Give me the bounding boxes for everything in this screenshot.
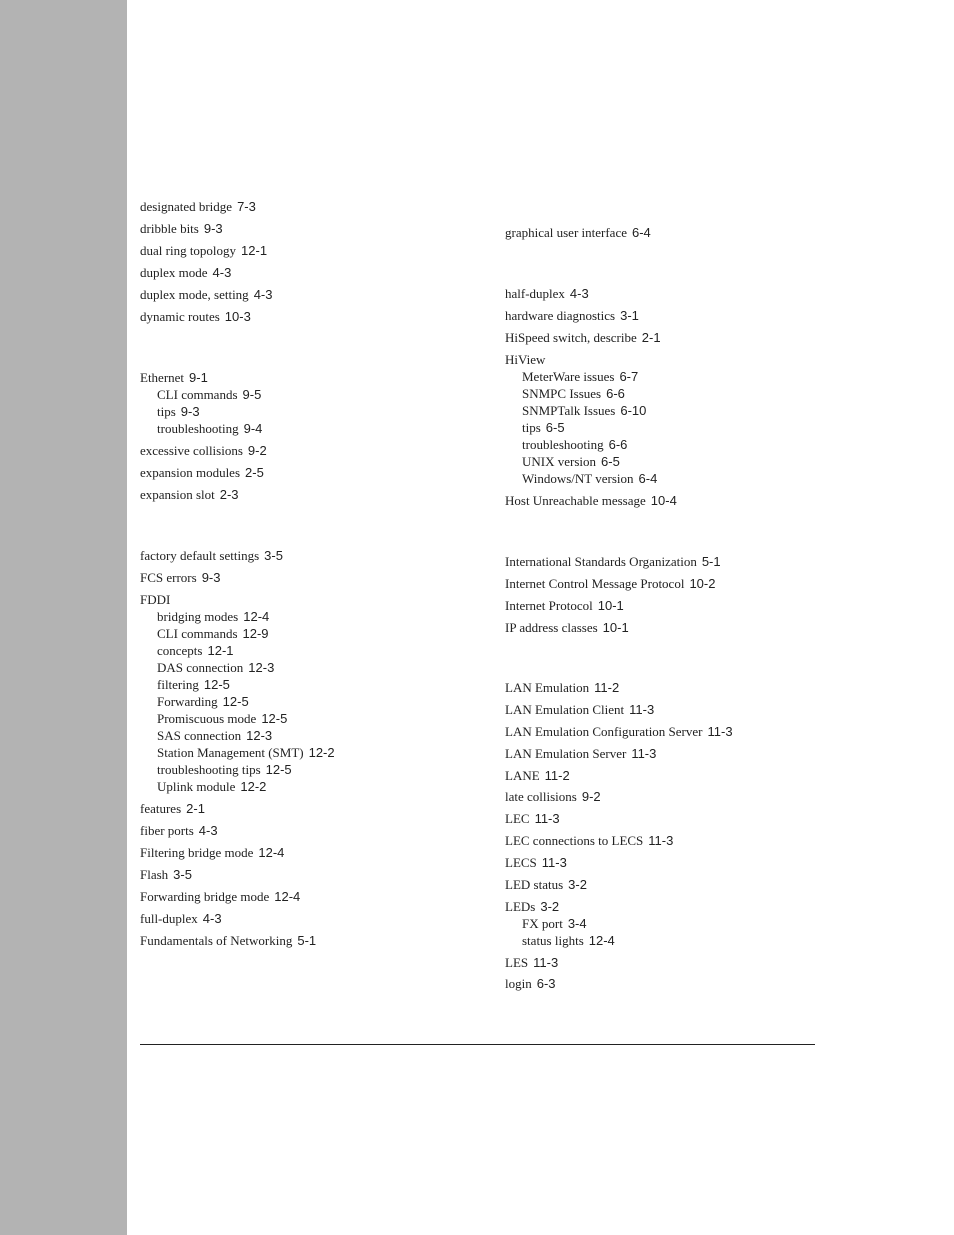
- entry-term: HiView: [505, 352, 546, 367]
- index-subentry: [505, 915, 845, 932]
- entry-page-ref: 10-2: [689, 576, 716, 591]
- entry-term: LEC: [505, 811, 530, 826]
- entry-page-ref: 6-10: [620, 403, 647, 418]
- entry-page-ref: 11-3: [631, 746, 657, 761]
- index-subentry: [505, 470, 845, 487]
- index-entry: [505, 553, 845, 570]
- index-entry: [140, 198, 480, 215]
- entry-term: LECS: [505, 855, 537, 870]
- index-subentry: [140, 744, 480, 761]
- index-subentry: [505, 385, 845, 402]
- entry-term: DAS connection: [157, 660, 244, 675]
- entry-term: expansion modules: [140, 465, 241, 480]
- page-edge-bar: [0, 0, 127, 1235]
- index-subentry: [140, 386, 480, 403]
- index-subentry: [140, 625, 480, 642]
- entry-term: status lights: [522, 933, 584, 948]
- index-entry: [140, 910, 480, 927]
- index-entry: [140, 220, 480, 237]
- entry-page-ref: 5-1: [701, 554, 721, 569]
- entry-page-ref: 6-4: [638, 471, 658, 486]
- entry-page-ref: 9-5: [242, 387, 262, 402]
- entry-page-ref: 2-5: [245, 465, 264, 480]
- index-entry: [505, 329, 845, 346]
- entry-page-ref: 4-3: [202, 911, 222, 926]
- index-entry: [140, 844, 480, 861]
- entry-term: login: [505, 976, 532, 991]
- index-entry: [505, 224, 845, 241]
- index-entry: [505, 285, 845, 302]
- index-entry: [140, 569, 480, 586]
- entry-page-ref: 10-1: [597, 598, 624, 613]
- index-entry: [505, 701, 845, 718]
- index-subentry: [140, 761, 480, 778]
- entry-page-ref: 12-9: [242, 626, 269, 641]
- entry-page-ref: 10-3: [224, 309, 251, 324]
- entry-page-ref: 9-1: [189, 370, 208, 385]
- index-subentry: [140, 420, 480, 437]
- entry-page-ref: 6-6: [606, 386, 625, 401]
- index-entry: [140, 486, 480, 503]
- entry-page-ref: 12-4: [258, 845, 285, 860]
- entry-term: LEC connections to LECS: [505, 833, 644, 848]
- entry-page-ref: 11-3: [629, 702, 655, 717]
- entry-term: troubleshooting: [522, 437, 604, 452]
- index-entry: [505, 679, 845, 696]
- entry-page-ref: 2-3: [219, 487, 239, 502]
- entry-term: FCS errors: [140, 570, 197, 585]
- entry-page-ref: 12-3: [248, 660, 275, 675]
- entry-page-ref: 2-1: [641, 330, 661, 345]
- entry-page-ref: 11-3: [648, 833, 674, 848]
- entry-page-ref: 10-1: [602, 620, 629, 635]
- entry-page-ref: 12-3: [246, 728, 273, 743]
- entry-term: LAN Emulation Server: [505, 746, 627, 761]
- index-entry: [140, 866, 480, 883]
- entry-page-ref: 3-5: [264, 548, 283, 563]
- entry-page-ref: 4-3: [212, 265, 232, 280]
- entry-term: Internet Control Message Protocol: [505, 576, 685, 591]
- index-entry: [505, 307, 845, 324]
- entry-page-ref: 3-2: [540, 899, 560, 914]
- entry-term: features: [140, 801, 182, 816]
- index-entry: [505, 854, 845, 871]
- index-entry: [505, 745, 845, 762]
- entry-page-ref: 11-3: [707, 724, 733, 739]
- index-subentry: [505, 453, 845, 470]
- index-entry: [505, 876, 845, 893]
- entry-page-ref: 4-3: [569, 286, 589, 301]
- entry-term: duplex mode: [140, 265, 208, 280]
- entry-term: Forwarding bridge mode: [140, 889, 270, 904]
- entry-page-ref: 4-3: [198, 823, 218, 838]
- index-entry: [505, 810, 845, 827]
- index-subentry: [140, 710, 480, 727]
- entry-term: LAN Emulation Configuration Server: [505, 724, 703, 739]
- index-subentry: [505, 368, 845, 385]
- entry-page-ref: 11-2: [594, 680, 620, 695]
- entry-term: filtering: [157, 677, 199, 692]
- index-entry: [140, 264, 480, 281]
- index-entry: [505, 619, 845, 636]
- index-column-left: [140, 198, 480, 949]
- index-subentry: [505, 932, 845, 949]
- index-subentry: [140, 676, 480, 693]
- entry-term: Flash: [140, 867, 169, 882]
- index-entry: [505, 788, 845, 805]
- entry-term: dual ring topology: [140, 243, 237, 258]
- entry-page-ref: 11-3: [533, 955, 559, 970]
- index-entry: [505, 597, 845, 614]
- index-subentry: [140, 727, 480, 744]
- index-entry: [140, 800, 480, 817]
- entry-term: LAN Emulation: [505, 680, 590, 695]
- entry-term: IP address classes: [505, 620, 598, 635]
- entry-page-ref: 7-3: [237, 199, 256, 214]
- index-subentry: [140, 693, 480, 710]
- entry-term: full-duplex: [140, 911, 198, 926]
- entry-page-ref: 4-3: [253, 287, 273, 302]
- entry-term: LED status: [505, 877, 564, 892]
- entry-term: FX port: [522, 916, 563, 931]
- entry-term: Windows/NT version: [522, 471, 634, 486]
- entry-page-ref: 12-1: [241, 243, 268, 258]
- entry-term: MeterWare issues: [522, 369, 615, 384]
- entry-page-ref: 6-5: [601, 454, 620, 469]
- entry-term: Forwarding: [157, 694, 218, 709]
- entry-term: tips: [157, 404, 176, 419]
- index-entry: [140, 286, 480, 303]
- index-subentry: [505, 402, 845, 419]
- entry-page-ref: 12-5: [222, 694, 249, 709]
- entry-page-ref: 2-1: [186, 801, 205, 816]
- entry-term: Promiscuous mode: [157, 711, 257, 726]
- index-entry: [140, 932, 480, 949]
- index-subentry: [140, 778, 480, 795]
- index-subentry: [140, 608, 480, 625]
- entry-page-ref: 5-1: [297, 933, 317, 948]
- entry-term: CLI commands: [157, 387, 238, 402]
- entry-term: half-duplex: [505, 286, 565, 301]
- index-entry: [140, 464, 480, 481]
- entry-term: duplex mode, setting: [140, 287, 249, 302]
- entry-page-ref: 6-5: [545, 420, 565, 435]
- entry-term: FDDI: [140, 592, 171, 607]
- entry-page-ref: 12-4: [274, 889, 301, 904]
- entry-term: LANE: [505, 768, 540, 783]
- index-subentry: [140, 659, 480, 676]
- index-subentry: [505, 419, 845, 436]
- index-entry: [140, 308, 480, 325]
- entry-term: SNMPC Issues: [522, 386, 602, 401]
- entry-term: Filtering bridge mode: [140, 845, 254, 860]
- entry-term: excessive collisions: [140, 443, 243, 458]
- entry-term: Station Management (SMT): [157, 745, 304, 760]
- index-entry: [140, 547, 480, 564]
- entry-term: late collisions: [505, 789, 577, 804]
- entry-term: graphical user interface: [505, 225, 627, 240]
- index-column-right: [505, 198, 845, 992]
- index-entry: [505, 832, 845, 849]
- entry-page-ref: 12-4: [243, 609, 270, 624]
- entry-page-ref: 6-6: [608, 437, 628, 452]
- entry-term: CLI commands: [157, 626, 238, 641]
- entry-page-ref: 11-3: [534, 811, 560, 826]
- entry-term: Fundamentals of Networking: [140, 933, 293, 948]
- entry-page-ref: 12-1: [207, 643, 234, 658]
- index-entry: [505, 723, 845, 740]
- index-entry: [505, 575, 845, 592]
- entry-term: Internet Protocol: [505, 598, 593, 613]
- entry-page-ref: 9-3: [201, 570, 221, 585]
- entry-term: Host Unreachable message: [505, 493, 646, 508]
- entry-page-ref: 9-2: [581, 789, 601, 804]
- entry-page-ref: 3-1: [620, 308, 639, 323]
- entry-page-ref: 6-4: [631, 225, 651, 240]
- entry-term: SAS connection: [157, 728, 242, 743]
- entry-term: LAN Emulation Client: [505, 702, 625, 717]
- entry-term: UNIX version: [522, 454, 597, 469]
- entry-term: fiber ports: [140, 823, 194, 838]
- index-entry: [505, 492, 845, 509]
- index-entry: [505, 767, 845, 784]
- index-entry: [140, 242, 480, 259]
- entry-term: International Standards Organization: [505, 554, 697, 569]
- entry-page-ref: 9-3: [180, 404, 200, 419]
- entry-term: troubleshooting tips: [157, 762, 261, 777]
- index-subentry: [140, 642, 480, 659]
- entry-page-ref: 10-4: [650, 493, 677, 508]
- index-entry: [505, 954, 845, 971]
- entry-term: LEDs: [505, 899, 536, 914]
- entry-term: Ethernet: [140, 370, 185, 385]
- entry-term: concepts: [157, 643, 203, 658]
- index-entry: [140, 369, 480, 386]
- entry-term: hardware diagnostics: [505, 308, 616, 323]
- entry-term: Uplink module: [157, 779, 236, 794]
- entry-term: factory default settings: [140, 548, 260, 563]
- index-entry: [140, 888, 480, 905]
- entry-page-ref: 6-3: [536, 976, 556, 991]
- entry-page-ref: 12-2: [308, 745, 335, 760]
- index-entry: [505, 975, 845, 992]
- index-entry: [140, 442, 480, 459]
- index-subentry: [505, 436, 845, 453]
- entry-term: LES: [505, 955, 529, 970]
- index-entry: [505, 351, 845, 368]
- entry-page-ref: 12-5: [203, 677, 230, 692]
- entry-page-ref: 12-5: [261, 711, 288, 726]
- entry-term: designated bridge: [140, 199, 233, 214]
- entry-page-ref: 9-4: [243, 421, 263, 436]
- entry-term: dribble bits: [140, 221, 199, 236]
- entry-term: troubleshooting: [157, 421, 239, 436]
- index-entry: [505, 898, 845, 915]
- entry-page-ref: 3-4: [567, 916, 587, 931]
- entry-page-ref: 3-2: [568, 877, 587, 892]
- entry-term: tips: [522, 420, 541, 435]
- entry-term: dynamic routes: [140, 309, 220, 324]
- entry-page-ref: 12-2: [240, 779, 267, 794]
- footer-rule: [140, 1044, 815, 1045]
- entry-page-ref: 3-5: [173, 867, 192, 882]
- entry-page-ref: 12-5: [265, 762, 292, 777]
- entry-term: HiSpeed switch, describe: [505, 330, 637, 345]
- entry-page-ref: 12-4: [588, 933, 615, 948]
- index-entry: [140, 591, 480, 608]
- entry-page-ref: 11-2: [544, 768, 570, 783]
- entry-term: expansion slot: [140, 487, 215, 502]
- entry-page-ref: 11-3: [541, 855, 567, 870]
- entry-term: SNMPTalk Issues: [522, 403, 616, 418]
- entry-page-ref: 9-3: [203, 221, 223, 236]
- entry-term: bridging modes: [157, 609, 239, 624]
- entry-page-ref: 9-2: [247, 443, 267, 458]
- index-subentry: [140, 403, 480, 420]
- index-entry: [140, 822, 480, 839]
- entry-page-ref: 6-7: [619, 369, 639, 384]
